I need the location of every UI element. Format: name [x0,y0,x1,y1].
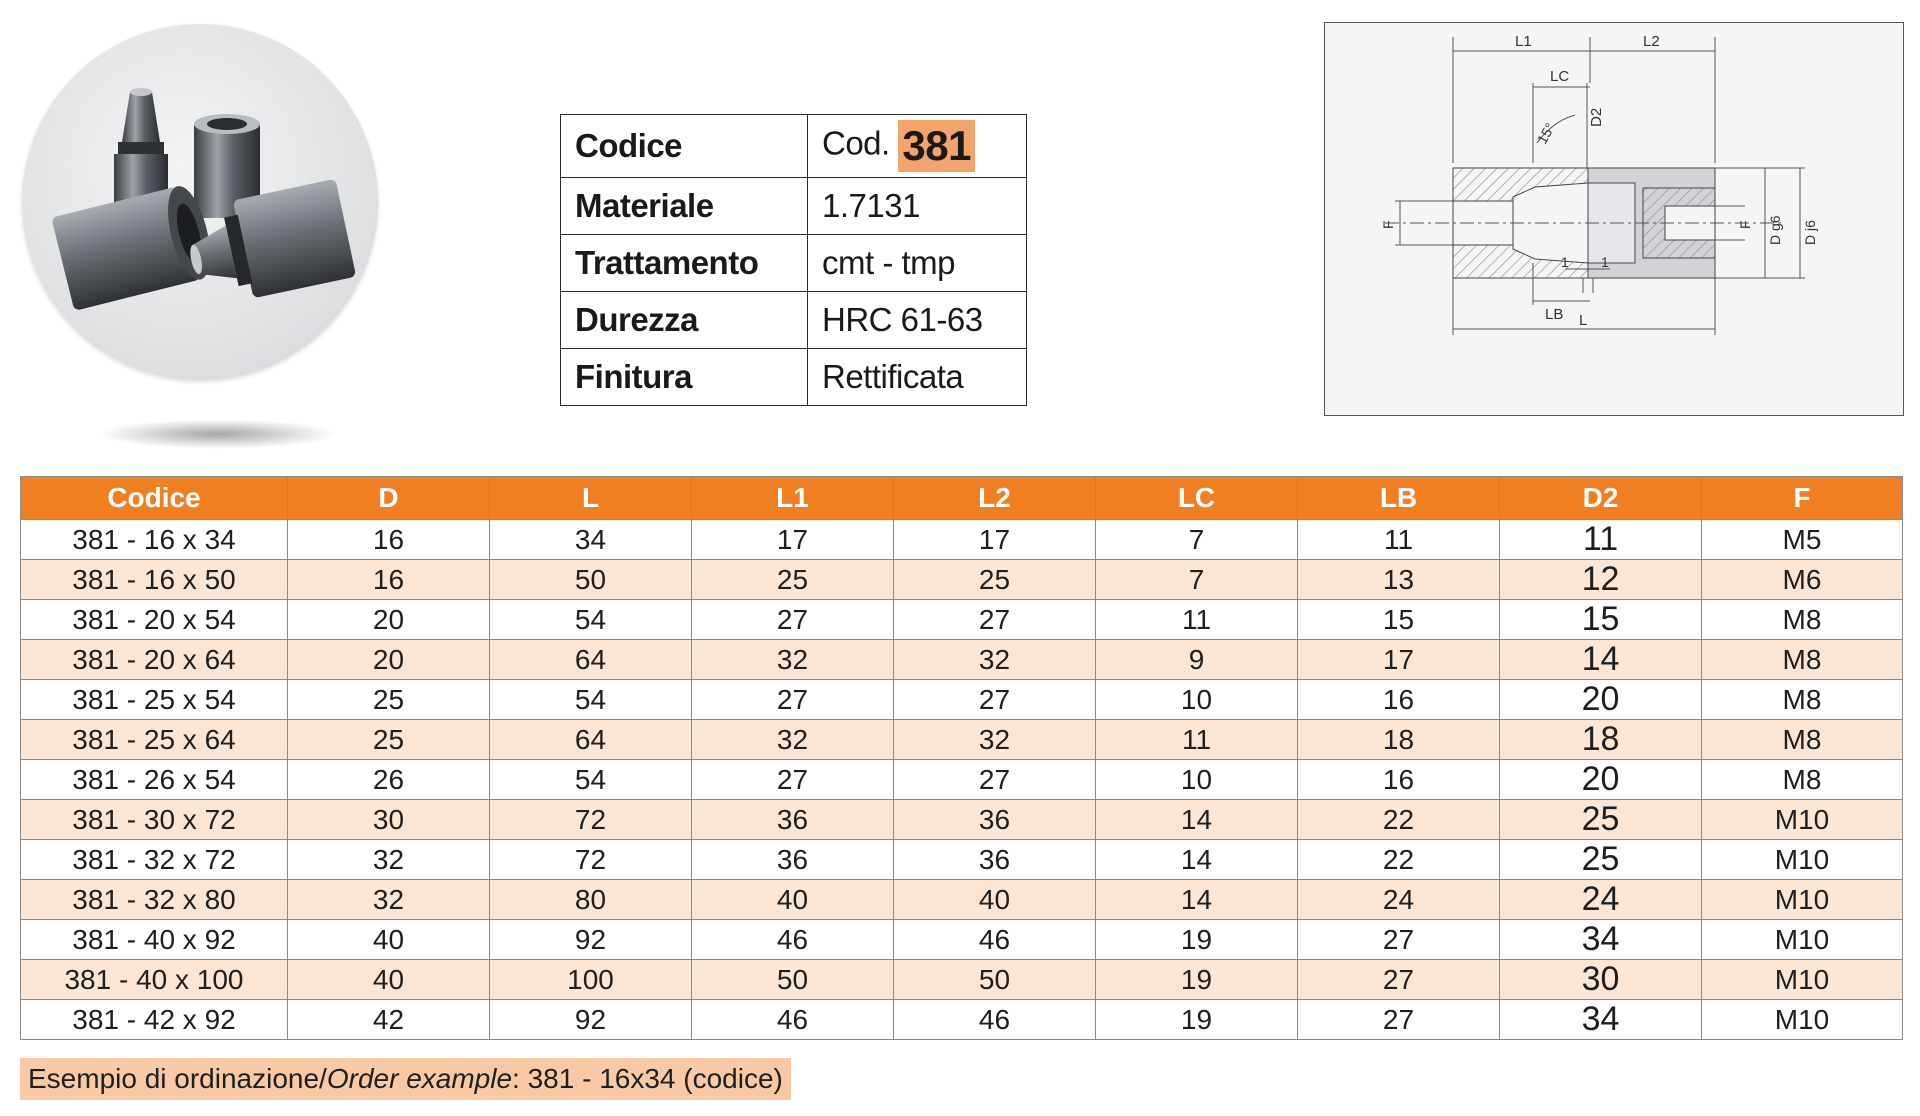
table-cell: 27 [1298,920,1500,960]
table-cell: 32 [288,880,490,920]
table-cell: 27 [692,680,894,720]
table-cell: 24 [1500,880,1702,920]
col-header-l: L [490,477,692,520]
table-cell: 40 [894,880,1096,920]
order-example [20,1058,791,1100]
table-cell: 19 [1096,920,1298,960]
table-row [21,800,1903,840]
spec-value: cmt - tmp [808,235,1027,292]
table-row [21,840,1903,880]
table-cell: 36 [692,800,894,840]
dimensions-table [20,476,1903,1040]
table-cell: 381 - 40 x 92 [21,920,288,960]
table-row [21,680,1903,720]
table-cell: M10 [1702,840,1903,880]
spec-key: Finitura [561,349,808,406]
table-cell: M8 [1702,720,1903,760]
col-header-l2: L2 [894,477,1096,520]
table-cell: 25 [692,560,894,600]
table-row [21,1000,1903,1040]
photo-shadow [98,419,338,449]
table-cell: 27 [894,680,1096,720]
spec-key: Materiale [561,178,808,235]
table-cell: 30 [1500,960,1702,1000]
table-cell: 14 [1500,640,1702,680]
table-cell: 20 [1500,760,1702,800]
table-cell: 12 [1500,560,1702,600]
table-cell: 36 [894,800,1096,840]
product-photo [18,14,378,454]
table-cell: 54 [490,760,692,800]
table-cell: 34 [1500,1000,1702,1040]
table-cell: 36 [692,840,894,880]
table-cell: 17 [692,520,894,560]
table-cell: 46 [894,1000,1096,1040]
table-cell: 19 [1096,1000,1298,1040]
table-cell: 34 [1500,920,1702,960]
table-cell: 18 [1298,720,1500,760]
table-cell: 381 - 20 x 64 [21,640,288,680]
table-cell: 27 [692,760,894,800]
cod-prefix: Cod. [822,124,890,162]
table-cell: 26 [288,760,490,800]
dim-label-lc: LC [1550,68,1570,85]
table-cell: 381 - 25 x 54 [21,680,288,720]
table-row [21,880,1903,920]
table-cell: 381 - 26 x 54 [21,760,288,800]
table-cell: 64 [490,640,692,680]
table-cell: 27 [1298,960,1500,1000]
spec-row-durezza [561,292,1027,349]
spec-row-trattamento [561,235,1027,292]
table-row [21,960,1903,1000]
table-row [21,920,1903,960]
dim-label-one-left: 1 [1561,254,1569,270]
col-header-f: F [1702,477,1903,520]
col-header-lb: LB [1298,477,1500,520]
table-cell: M5 [1702,520,1903,560]
centering-pins-illustration [22,24,378,380]
table-cell: 32 [894,720,1096,760]
spec-value: HRC 61-63 [808,292,1027,349]
table-cell: 13 [1298,560,1500,600]
table-cell: 381 - 32 x 80 [21,880,288,920]
table-cell: 32 [894,640,1096,680]
table-cell: M10 [1702,1000,1903,1040]
table-cell: 10 [1096,680,1298,720]
table-cell: 46 [894,920,1096,960]
table-cell: 381 - 20 x 54 [21,600,288,640]
table-header-row [21,477,1903,520]
table-cell: 25 [1500,840,1702,880]
order-example-en-label: Order example [326,1063,513,1094]
col-header-lc: LC [1096,477,1298,520]
dim-label-one-right: 1 [1601,254,1609,270]
order-example-it-label: Esempio di ordinazione/ [28,1063,327,1094]
table-cell: 27 [894,760,1096,800]
table-cell: 80 [490,880,692,920]
table-cell: 100 [490,960,692,1000]
table-cell: 15 [1500,600,1702,640]
table-cell: 16 [1298,760,1500,800]
table-cell: 72 [490,840,692,880]
table-cell: 14 [1096,840,1298,880]
table-row [21,600,1903,640]
table-cell: 46 [692,1000,894,1040]
table-cell: 14 [1096,800,1298,840]
dim-label-l2: L2 [1643,33,1660,50]
dim-label-d-j6: D j6 [1802,220,1818,245]
table-cell: M8 [1702,760,1903,800]
table-cell: 50 [490,560,692,600]
spec-row-materiale [561,178,1027,235]
table-cell: 22 [1298,840,1500,880]
table-cell: 7 [1096,560,1298,600]
table-cell: M8 [1702,680,1903,720]
table-cell: 19 [1096,960,1298,1000]
table-cell: 46 [692,920,894,960]
table-cell: 42 [288,1000,490,1040]
spec-key: Trattamento [561,235,808,292]
table-cell: 40 [692,880,894,920]
table-cell: 381 - 16 x 34 [21,520,288,560]
dim-label-f-right: F [1737,220,1753,229]
table-cell: 17 [1298,640,1500,680]
table-cell: 40 [288,960,490,1000]
table-row [21,520,1903,560]
table-cell: 25 [894,560,1096,600]
dim-label-d-g6: D g6 [1767,215,1783,245]
spec-key: Codice [561,115,808,178]
spec-table [560,114,1027,406]
table-cell: 18 [1500,720,1702,760]
table-cell: 27 [692,600,894,640]
col-header-d: D [288,477,490,520]
cod-code-highlight: 381 [898,120,975,172]
table-cell: 14 [1096,880,1298,920]
table-cell: 11 [1500,520,1702,560]
table-cell: 25 [288,680,490,720]
col-header-l1: L1 [692,477,894,520]
technical-drawing-svg [1325,23,1902,414]
table-cell: 54 [490,680,692,720]
table-cell: M8 [1702,640,1903,680]
spec-value [808,115,1027,178]
table-cell: 36 [894,840,1096,880]
table-cell: 50 [692,960,894,1000]
table-cell: 381 - 40 x 100 [21,960,288,1000]
table-cell: 50 [894,960,1096,1000]
spec-row-finitura [561,349,1027,406]
table-cell: 381 - 42 x 92 [21,1000,288,1040]
table-cell: 92 [490,1000,692,1040]
dim-label-angle: 15° [1533,120,1559,147]
table-cell: 11 [1298,520,1500,560]
col-header-codice: Codice [21,477,288,520]
table-cell: M10 [1702,880,1903,920]
table-row [21,720,1903,760]
table-cell: M8 [1702,600,1903,640]
table-cell: 7 [1096,520,1298,560]
dim-label-lb: LB [1545,306,1564,323]
table-cell: 20 [1500,680,1702,720]
table-row [21,760,1903,800]
spec-key: Durezza [561,292,808,349]
table-cell: 32 [692,720,894,760]
dim-label-l1: L1 [1515,33,1532,50]
table-cell: 16 [288,520,490,560]
dim-label-f-left: F [1380,220,1396,229]
table-cell: M10 [1702,800,1903,840]
table-cell: 32 [288,840,490,880]
table-cell: 72 [490,800,692,840]
dim-label-d2: D2 [1588,107,1605,127]
table-cell: M10 [1702,920,1903,960]
table-cell: 381 - 16 x 50 [21,560,288,600]
table-row [21,640,1903,680]
table-cell: M10 [1702,960,1903,1000]
table-cell: 381 - 25 x 64 [21,720,288,760]
table-cell: 11 [1096,720,1298,760]
table-cell: 92 [490,920,692,960]
table-cell: 20 [288,600,490,640]
spec-value: Rettificata [808,349,1027,406]
table-cell: 15 [1298,600,1500,640]
table-body [21,520,1903,1040]
table-cell: 22 [1298,800,1500,840]
spec-value: 1.7131 [808,178,1027,235]
table-cell: 381 - 32 x 72 [21,840,288,880]
table-cell: 16 [288,560,490,600]
product-photo-circle [22,24,378,380]
table-cell: 27 [1298,1000,1500,1040]
table-cell: 24 [1298,880,1500,920]
table-cell: 25 [1500,800,1702,840]
table-cell: 27 [894,600,1096,640]
table-cell: 20 [288,640,490,680]
table-cell: 34 [490,520,692,560]
table-cell: 25 [288,720,490,760]
table-cell: 64 [490,720,692,760]
order-example-value: : 381 - 16x34 (codice) [512,1063,783,1094]
spec-row-codice [561,115,1027,178]
table-cell: 30 [288,800,490,840]
table-cell: 32 [692,640,894,680]
table-cell: 11 [1096,600,1298,640]
table-cell: 16 [1298,680,1500,720]
technical-drawing [1324,22,1904,416]
table-cell: 9 [1096,640,1298,680]
table-cell: 10 [1096,760,1298,800]
table-cell: 17 [894,520,1096,560]
col-header-d2: D2 [1500,477,1702,520]
table-cell: 54 [490,600,692,640]
table-cell: M6 [1702,560,1903,600]
table-cell: 381 - 30 x 72 [21,800,288,840]
table-cell: 40 [288,920,490,960]
table-row [21,560,1903,600]
dim-label-l: L [1579,312,1588,329]
